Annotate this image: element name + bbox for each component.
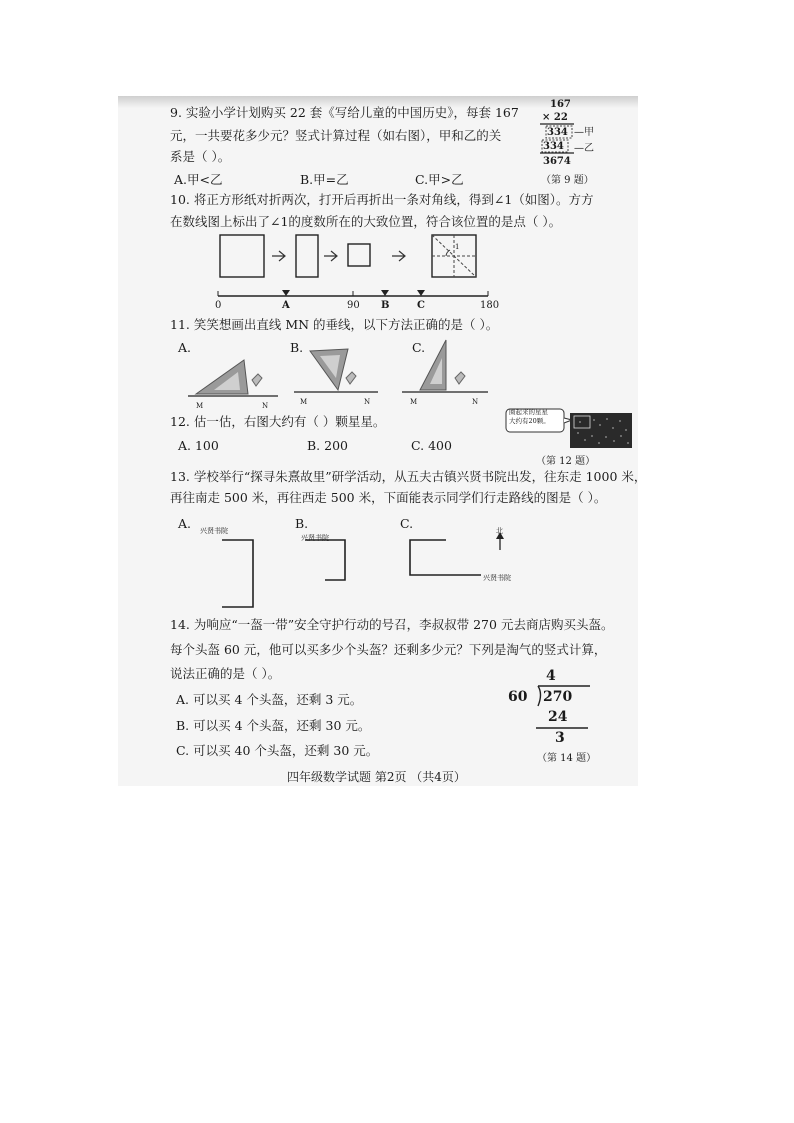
q13-north-label: 北 bbox=[496, 527, 503, 535]
q9-line-3: 系是（ ）。 bbox=[170, 149, 231, 164]
q12-bubble-line-2: 大约有20颗。 bbox=[509, 417, 550, 425]
q13-b-start-label: 兴贤书院 bbox=[301, 534, 329, 542]
q11-c-label-m: M bbox=[410, 398, 418, 406]
q13-line-2: 再往南走 500 米，再往西走 500 米，下面能表示同学们行走路线的图是（ ）。 bbox=[170, 490, 607, 505]
q10-line-2: 在数线图上标出了∠1的度数所在的大致位置，符合该位置的是点（ ）。 bbox=[170, 214, 562, 229]
q10-point-b: B bbox=[381, 300, 390, 311]
q14-dividend: 270 bbox=[543, 689, 573, 705]
q10-line-1: 10. 将正方形纸对折两次，打开后再折出一条对角线，得到∠1（如图）。方方 bbox=[170, 192, 594, 207]
q10-tick-90: 90 bbox=[347, 300, 360, 311]
q12-line-1: 12. 估一估，右图大约有（ ）颗星星。 bbox=[170, 414, 386, 429]
q12-bubble-line-1: 圈起来的星星 bbox=[509, 408, 548, 416]
q11-line-1: 11. 笑笑想画出直线 MN 的垂线，以下方法正确的是（ ）。 bbox=[170, 317, 499, 332]
q9-calc-result: 3674 bbox=[543, 156, 571, 167]
q13-option-a: A. bbox=[178, 516, 192, 531]
q9-label-jia: —甲 bbox=[574, 127, 594, 138]
q10-angle-label: 1 bbox=[455, 243, 460, 251]
q11-option-b: B. bbox=[290, 340, 304, 355]
q9-option-c: C.甲>乙 bbox=[415, 172, 464, 187]
q14-quotient: 4 bbox=[546, 668, 556, 684]
q14-option-c: C. 可以买 40 个头盔，还剩 30 元。 bbox=[176, 743, 379, 758]
q13-line-1: 13. 学校举行“探寻朱熹故里”研学活动，从五夫古镇兴贤书院出发，往东走 1000 米， bbox=[170, 469, 647, 484]
q13-option-b: B. bbox=[295, 516, 309, 531]
q9-line-1: 9. 实验小学计划购买 22 套《写给儿童的中国历史》，每套 167 bbox=[170, 105, 519, 120]
q10-tick-180: 180 bbox=[480, 300, 500, 311]
q12-option-c: C. 400 bbox=[411, 438, 452, 453]
q14-option-a: A. 可以买 4 个头盔，还剩 3 元。 bbox=[176, 692, 363, 707]
q14-line-2: 每个头盔 60 元，他可以买多少个头盔？还剩多少元？下列是淘气的竖式计算， bbox=[170, 642, 607, 657]
q13-option-c: C. bbox=[400, 516, 414, 531]
q12-option-a: A. 100 bbox=[178, 438, 219, 453]
q14-line-1: 14. 为响应“一盔一带”安全守护行动的号召，李叔叔带 270 元去商店购买头盔。 bbox=[170, 617, 614, 632]
q11-c-label-n: N bbox=[472, 398, 479, 406]
q9-calc-row-1: 334 bbox=[547, 127, 568, 138]
q11-b-label-m: M bbox=[300, 398, 308, 406]
q9-label-yi: —乙 bbox=[574, 143, 594, 154]
q14-divisor: 60 bbox=[508, 689, 528, 705]
q14-remainder: 3 bbox=[555, 730, 565, 746]
q14-caption: （第 14 题） bbox=[537, 753, 597, 764]
q9-calc-row-2: 334 bbox=[543, 141, 564, 152]
q13-a-start-label: 兴贤书院 bbox=[200, 527, 228, 535]
q13-c-start-label: 兴贤书院 bbox=[483, 574, 511, 582]
q14-option-b: B. 可以买 4 个头盔，还剩 30 元。 bbox=[176, 718, 371, 733]
q11-a-label-n: N bbox=[262, 402, 269, 410]
page-footer: 四年级数学试题 第2页 （共4页） bbox=[287, 770, 466, 784]
q9-calc-multiplier: × 22 bbox=[542, 112, 568, 123]
q14-product: 24 bbox=[548, 709, 568, 725]
q10-tick-0: 0 bbox=[215, 300, 222, 311]
q14-line-3: 说法正确的是（ ）。 bbox=[170, 666, 281, 681]
q10-point-a: A bbox=[282, 300, 290, 311]
q9-option-b: B.甲=乙 bbox=[300, 172, 349, 187]
q9-caption: （第 9 题） bbox=[541, 175, 594, 186]
q9-calc-top: 167 bbox=[550, 99, 571, 110]
q11-a-label-m: M bbox=[196, 402, 204, 410]
q12-caption: （第 12 题） bbox=[536, 456, 596, 467]
q10-point-c: C bbox=[417, 300, 425, 311]
q9-option-a: A.甲<乙 bbox=[174, 172, 223, 187]
q12-option-b: B. 200 bbox=[307, 438, 348, 453]
q9-line-2: 元，一共要花多少元？竖式计算过程（如右图），甲和乙的关 bbox=[170, 128, 502, 143]
q11-option-c: C. bbox=[412, 340, 426, 355]
q11-option-a: A. bbox=[178, 340, 192, 355]
q11-b-label-n: N bbox=[364, 398, 371, 406]
